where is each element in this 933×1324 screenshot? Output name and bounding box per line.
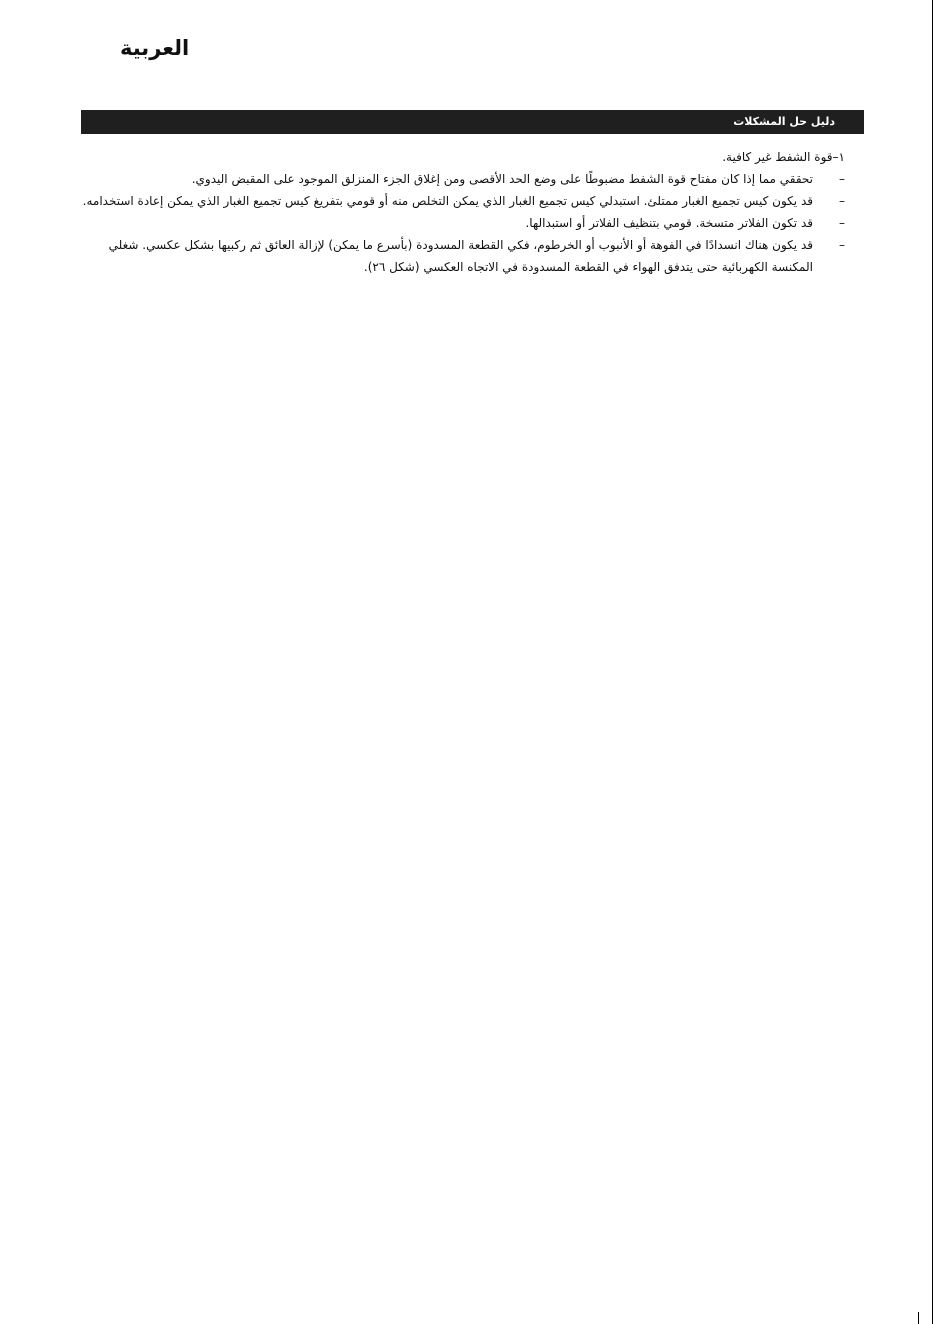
- list-item: [81, 212, 845, 234]
- problem-number: ١–: [832, 150, 845, 164]
- bullet-dash: –: [839, 194, 845, 208]
- list-item: [81, 234, 845, 278]
- bullet-dash: –: [839, 172, 845, 186]
- section-title: دليل حل المشكلات: [733, 115, 835, 128]
- problem-heading-text: قوة الشفط غير كافية.: [722, 150, 833, 164]
- section-header-bar: [81, 110, 864, 134]
- list-item: [81, 190, 845, 212]
- solution-text: قد يكون كيس تجميع الغبار ممتلئ. استبدلي كيس تجميع الغبار الذي يمكن التخلص منه أو قومي بتفريغ كيس تجميع الغبار الذي يمكن إعادة استخدامه.: [82, 194, 813, 208]
- solution-list: [81, 168, 845, 278]
- solution-text: قد يكون هناك انسدادًا في الفوهة أو الأنبوب أو الخرطوم، فكي القطعة المسدودة (بأسرع ما يمكن) لإزالة العائق ثم ركبيها بشكل عكسي. شغلي المكنسة الكهربائية حتى يتدفق الهواء في القطعة المسدودة في الاتجاه العكسي (شكل ٢٦).: [108, 238, 813, 274]
- list-item: [81, 168, 845, 190]
- problem-heading: [81, 146, 845, 168]
- troubleshooting-content: [81, 146, 845, 278]
- solution-text: تحققي مما إذا كان مفتاح قوة الشفط مضبوطًا على وضع الحد الأقصى ومن إغلاق الجزء المنزلق الموجود على المقبض اليدوي.: [191, 172, 813, 186]
- crop-mark: [918, 1312, 919, 1324]
- bullet-dash: –: [839, 216, 845, 230]
- language-title: العربية: [120, 36, 190, 60]
- bullet-dash: –: [839, 238, 845, 252]
- solution-text: قد تكون الفلاتر متسخة. قومي بتنظيف الفلاتر أو استبدالها.: [525, 216, 813, 230]
